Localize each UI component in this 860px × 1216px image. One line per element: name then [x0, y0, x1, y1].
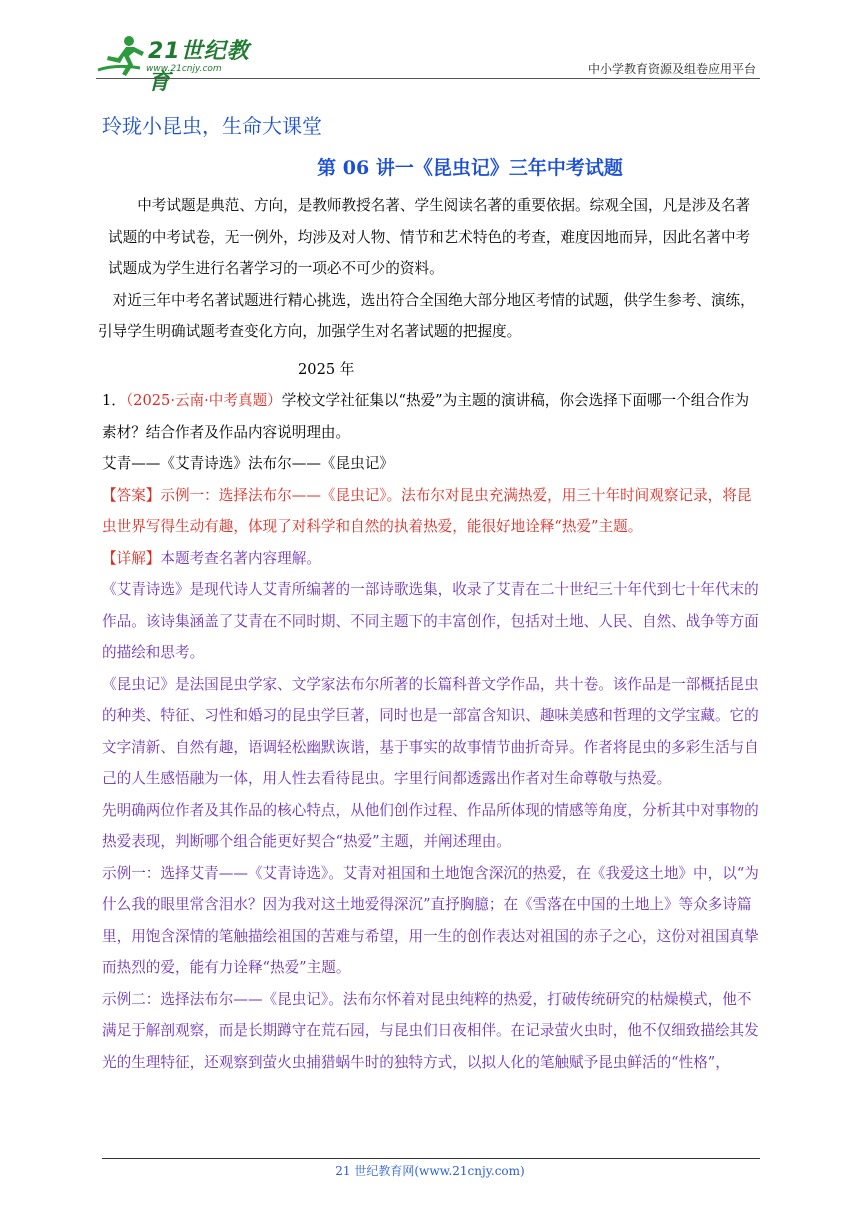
logo-url: www.21cnjy.com — [146, 64, 222, 74]
analysis-paragraph-1: 《艾青诗选》是现代诗人艾青所编著的一部诗歌选集，收录了艾青在二十世纪三十年代到七十年代末的作品。该诗集涵盖了艾青在不同时期、不同主题下的丰富创作，包括对土地、人民、自然、战争等方面的描绘和思考。 — [102, 581, 759, 661]
analysis-intro — [102, 543, 762, 575]
runner-logo-icon — [96, 34, 148, 78]
analysis-paragraph-3: 先明确两位作者及其作品的核心特点，从他们创作过程、作品所体现的情感等角度，分析其中对事物的热爱表现，判断哪个组合能更好契合“热爱”主题，并阐述理由。 — [102, 801, 759, 850]
analysis-label: 【详解】 — [102, 549, 161, 567]
page-footer: 21 世纪教育网(www.21cnjy.com) — [335, 1164, 525, 1178]
logo-text: 21世纪教育 — [148, 39, 250, 95]
footer-divider — [102, 1158, 760, 1159]
year-heading: 2025 年 — [298, 360, 355, 378]
analysis-paragraph-2: 《昆虫记》是法国昆虫学家、文学家法布尔所著的长篇科普文学作品，共十卷。该作品是一部概括昆虫的种类、特征、习性和婚习的昆虫学巨著，同时也是一部富含知识、趣味美感和哲理的文学宝藏。它的文字清新、自然有趣，语调轻松幽默诙谐，基于事实的故事情节曲折奇异。作者将昆虫的多彩生活与自己的人生感悟融为一体，用人性去看待昆虫。字里行间都透露出作者对生命尊敬与热爱。 — [102, 675, 759, 787]
question-options: 艾青——《艾青诗选》法布尔——《昆虫记》 — [102, 455, 394, 472]
answer-label: 【答案】 — [102, 486, 161, 504]
intro-paragraph-1: 中考试题是典范、方向，是教师教授名著、学生阅读名著的重要依据。综观全国，凡是涉及名著试题的中考试卷，无一例外，均涉及对人物、情节和艺术特色的考查，难度因地而异，因此名著中考试题成为学生进行名著学习的一项必不可少的资料。 — [108, 197, 751, 277]
lecture-title: 第 06 讲一《昆虫记》三年中考试题 — [317, 157, 623, 179]
analysis-paragraph-4: 示例一：选择艾青——《艾青诗选》。艾青对祖国和土地饱含深沉的热爱，在《我爱这土地》中，以“为什么我的眼里常含泪水？因为我对这土地爱得深沉”直抒胸臆；在《雪落在中国的土地上》等众多诗篇里，用饱含深情的笔触描绘祖国的苦难与希望，用一生的创作表达对祖国的赤子之心，这份对祖国真挚而热烈的爱，能有力诠释“热爱”主题。 — [102, 864, 759, 976]
header-divider — [96, 78, 760, 79]
analysis-paragraph-5: 示例二：选择法布尔——《昆虫记》。法布尔怀着对昆虫纯粹的热爱，打破传统研究的枯燥模式，他不满足于解剖观察，而是长期蹲守在荒石园，与昆虫们日夜相伴。在记录萤火虫时，他不仅细致描绘其发光的生理特征，还观察到萤火虫捕猎蜗牛时的独特方式，以拟人化的笔触赋予昆虫鲜活的“性格”， — [102, 990, 759, 1071]
question-text: 学校文学社征集以“热爱”为主题的演讲稿，你会选择下面哪一个组合作为素材？结合作者及作品内容说明理由。 — [102, 392, 750, 441]
series-title: 玲珑小昆虫，生命大课堂 — [102, 114, 322, 138]
answer-text: 示例一：选择法布尔——《昆虫记》。法布尔对昆虫充满热爱，用三十年时间观察记录，将昆虫世界写得生动有趣，体现了对科学和自然的执着热爱，能很好地诠释“热爱”主题。 — [102, 486, 752, 535]
question-source: （2025·云南·中考真题） — [125, 392, 282, 409]
analysis-intro-text: 本题考查名著内容理解。 — [160, 549, 321, 567]
page-header — [96, 30, 760, 95]
question-1 — [102, 385, 762, 448]
intro-paragraph-2: 对近三年中考名著试题进行精心挑选，选出符合全国绝大部分地区考情的试题，供学生参考、演练，引导学生明确试题考查变化方向，加强学生对名著试题的把握度。 — [98, 291, 755, 340]
platform-name: 中小学教育资源及组卷应用平台 — [587, 62, 756, 76]
answer-block — [102, 480, 762, 543]
logo — [96, 34, 256, 95]
question-number: 1． — [102, 392, 126, 409]
document-body — [98, 190, 762, 1078]
